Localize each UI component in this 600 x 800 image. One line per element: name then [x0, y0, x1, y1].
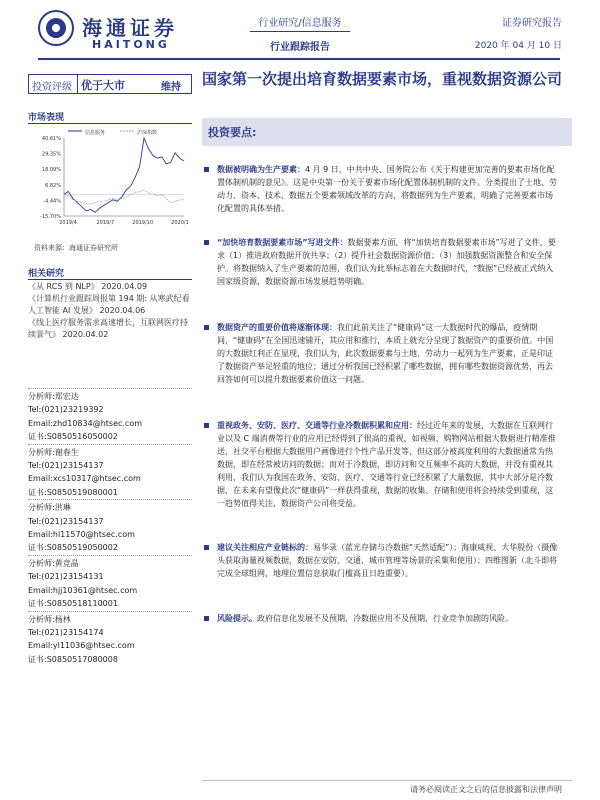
bullet-icon — [204, 616, 209, 621]
page-title: 国家第一次提出培育数据要素市场，重视数据资源公司 — [202, 70, 563, 88]
top-divider — [38, 58, 560, 60]
market-title: 市场表现 — [28, 113, 65, 123]
rating-label: 投资评级 — [32, 82, 72, 93]
analyst-tel: Tel:(021)23154174 — [28, 627, 104, 637]
y-tick-label: 40.61% — [41, 136, 61, 142]
rating-value: 优于大市 — [81, 79, 125, 92]
analyst-email[interactable]: Email:yl11036@htsec.com — [28, 641, 135, 651]
bullet-icon — [204, 325, 209, 330]
disclaimer-footer[interactable]: 请务必阅读正文之后的信息披露和法律声明 — [410, 785, 562, 794]
analyst-email[interactable]: Email:zhd10834@htsec.com — [28, 418, 143, 428]
related-item[interactable] — [28, 293, 192, 317]
analyst-card — [28, 499, 192, 555]
analyst-name: 分析师:郑宏达 — [28, 392, 79, 401]
keypoint-body: 4 月 9 日，中共中央、国务院公布《关于构建更加完善的要素市场化配置体制机制的意见》。这是中央第一份关于要素市场化配置体制机制的文件。分类提出了土地、劳动力、资本、技术、数据五个要素领域改革的方向，将数据列为生产要素，明确了完善要素市场化配置的具体举措。 — [217, 165, 557, 213]
x-tick-label: 2019/4 — [59, 220, 77, 226]
related-item-title: 《计算机行业跟踪周报第 194 期: 从寒武纪看人工智能 AI 发展》 — [28, 294, 190, 315]
keypoint-body: 经过近年来的发展，大数据在互联网行业以及 C 端消费等行业的应用已经得到了很高的重视，如视频、购物网站根据大数据进行精准推送，社交平台根据大数据用户画像进行个性产品开发等，但这部分被高度利用的大数据通常为热数据，即在经常被访问的数据；而对于冷数据，即访问和交互频率不高的大数据，并没有重视其利用，我们认为我国在政务、安防、医疗、交通等行业已经积累了大量数据，其中大部分是冷数据，在未来有望像此次“健康码”一样获得重视，数据的收集、存储和使用将会持续受到重视，这一趋势值得关注，数据资产公司将受益。 — [217, 421, 556, 508]
analyst-card — [28, 388, 192, 444]
series-line-info-services — [64, 138, 184, 212]
related-item[interactable] — [28, 281, 192, 293]
analyst-card — [28, 611, 192, 667]
bullet-icon — [204, 240, 209, 245]
keypoint-paragraph — [204, 612, 560, 625]
related-item[interactable] — [28, 317, 192, 341]
analyst-name: 分析师:谢春生 — [28, 447, 79, 457]
footer-divider — [202, 780, 572, 781]
keypoints-banner — [202, 118, 572, 146]
report-series: 证券研究报告 — [502, 18, 562, 29]
keypoint-heading: “加快培育数据要素市场”写进文件： — [217, 238, 348, 247]
analyst-cert: 证书:S0850518110001 — [28, 599, 118, 609]
keypoint-heading: 数据被明确为生产要素： — [217, 165, 305, 174]
analyst-email[interactable]: Email:xcs10317@htsec.com — [28, 474, 141, 484]
y-tick-label: -15.70% — [40, 214, 61, 220]
analyst-tel: Tel:(021)23154137 — [28, 461, 104, 471]
y-tick-label: 29.35% — [41, 151, 61, 158]
analyst-card — [28, 444, 192, 500]
keypoint-heading: 重视政务、安防、医疗、交通等行业冷数据积累和应用： — [217, 421, 417, 430]
analyst-card — [28, 555, 192, 611]
keypoint-paragraph — [204, 236, 560, 288]
analyst-email[interactable]: Email:hl11570@htsec.com — [28, 530, 135, 540]
market-rule — [28, 123, 192, 124]
related-item-date: 2020.04.02 — [62, 330, 109, 339]
logo-text-cn: 海通证券 — [82, 16, 178, 40]
bullet-icon — [204, 545, 209, 550]
keypoint-heading: 数据资产的重要价值将逐渐体现： — [217, 323, 337, 332]
report-date: 2020 年 04 月 10 日 — [474, 41, 562, 51]
analyst-cert: 证书:S0850516050002 — [28, 432, 118, 442]
analyst-list — [28, 388, 192, 666]
header-divider — [250, 31, 350, 32]
analyst-name: 分析师:杨林 — [28, 614, 71, 624]
legend-label-a: 信息服务 — [85, 130, 106, 136]
related-item-title: 《线上医疗服务需求高速增长，互联网医疗持续景气》 — [28, 318, 188, 339]
related-item-date: 2020.04.06 — [99, 306, 146, 315]
y-tick-label: 6.82% — [45, 182, 61, 189]
related-item-date: 2020.04.09 — [101, 282, 148, 291]
legend-label-b: 沪深指数 — [137, 130, 158, 136]
keypoint-body: 数据要素方面，将“加快培育数据要素市场”写进了文件，要求（1）推进政府数据开放共享；（2）提升社会数据资源价值；（3）加强数据资源整合和安全保护。将数据纳入了生产要素的范围，我们认为此举标志着在大数据时代，“数据”已经被正式纳入国家级资源，数据资源市场发展趋势明确。 — [217, 238, 556, 286]
logo-text-en: HAITONG — [92, 38, 170, 51]
analyst-tel: Tel:(021)23154131 — [28, 572, 104, 582]
rating-box — [28, 74, 192, 94]
bullet-icon — [204, 167, 209, 172]
related-item-title: 《从 RCS 到 NLP》 — [28, 282, 99, 291]
keypoint-paragraph — [204, 321, 560, 386]
keypoint-heading: 风险提示。 — [217, 614, 257, 623]
keypoint-paragraph — [204, 163, 560, 215]
related-title: 相关研究 — [28, 269, 65, 279]
analyst-cert: 证书:S0850519050002 — [28, 543, 118, 553]
x-tick-label: 2020/1 — [171, 220, 189, 226]
related-rule — [28, 279, 192, 280]
report-category: 行业研究/信息服务 — [258, 18, 342, 29]
keypoint-paragraph — [204, 419, 560, 510]
market-chart-svg — [28, 126, 192, 230]
chart-source: 资料来源：海通证券研究所 — [34, 244, 118, 252]
x-tick-label: 2019/10 — [132, 220, 154, 226]
series-line-csi — [64, 190, 184, 204]
keypoint-body: 易华录（蓝光存储与冷数据“天然适配”）；海康威视、大华股份（摄像头获取海量视频数据，数据在安防、交通、城市管理等场景的采集和使用）；四维图新（北斗即将完成全球组网，地理位置信息获取门槛高且日趋重要）。 — [217, 543, 558, 578]
analyst-cert: 证书:S0850517080008 — [28, 654, 118, 664]
y-tick-label: 18.09% — [41, 167, 61, 174]
analyst-name: 分析师:黄竞晶 — [28, 558, 79, 568]
bullet-icon — [204, 423, 209, 428]
keypoints-label: 投资要点: — [208, 126, 257, 139]
report-type: 行业跟踪报告 — [270, 42, 330, 53]
market-chart — [28, 126, 192, 230]
analyst-tel: Tel:(021)23154137 — [28, 516, 104, 526]
keypoint-heading: 建议关注相应产业链标的： — [217, 543, 313, 552]
analyst-name: 分析师:洪琳 — [28, 503, 71, 513]
keypoint-body: 政府信息化发展不及预期，冷数据应用不及预期，行业竞争加剧的风险。 — [257, 614, 513, 623]
analyst-email[interactable]: Email:hjj10361@htsec.com — [28, 585, 138, 595]
analyst-cert: 证书:S0850519080001 — [28, 487, 118, 497]
rating-separator — [77, 75, 78, 93]
analyst-tel: Tel:(021)23219392 — [28, 405, 104, 415]
keypoint-paragraph — [204, 541, 560, 580]
keypoint-body: 我们此前关注了“健康码”这一大数据时代的爆品，疫情期间，“健康码”在全国迅速铺开，其应用和推行，本质上就充分呈现了数据资产的重要价值。中国的大数据红利正在显现，我们认为，此次数据要素与土地、劳动力一起列为生产要素，正是印证了数据资产举足轻重的地位；通过分析我国已经积累了哪些数据，拥有哪些数据资源优势，再去回答如何可以提升数据要素价值这一问题。 — [217, 323, 554, 384]
x-tick-label: 2019/7 — [96, 220, 115, 226]
y-tick-label: -4.44% — [43, 198, 61, 205]
rating-trend: 维持 — [161, 82, 181, 93]
related-list — [28, 281, 192, 341]
